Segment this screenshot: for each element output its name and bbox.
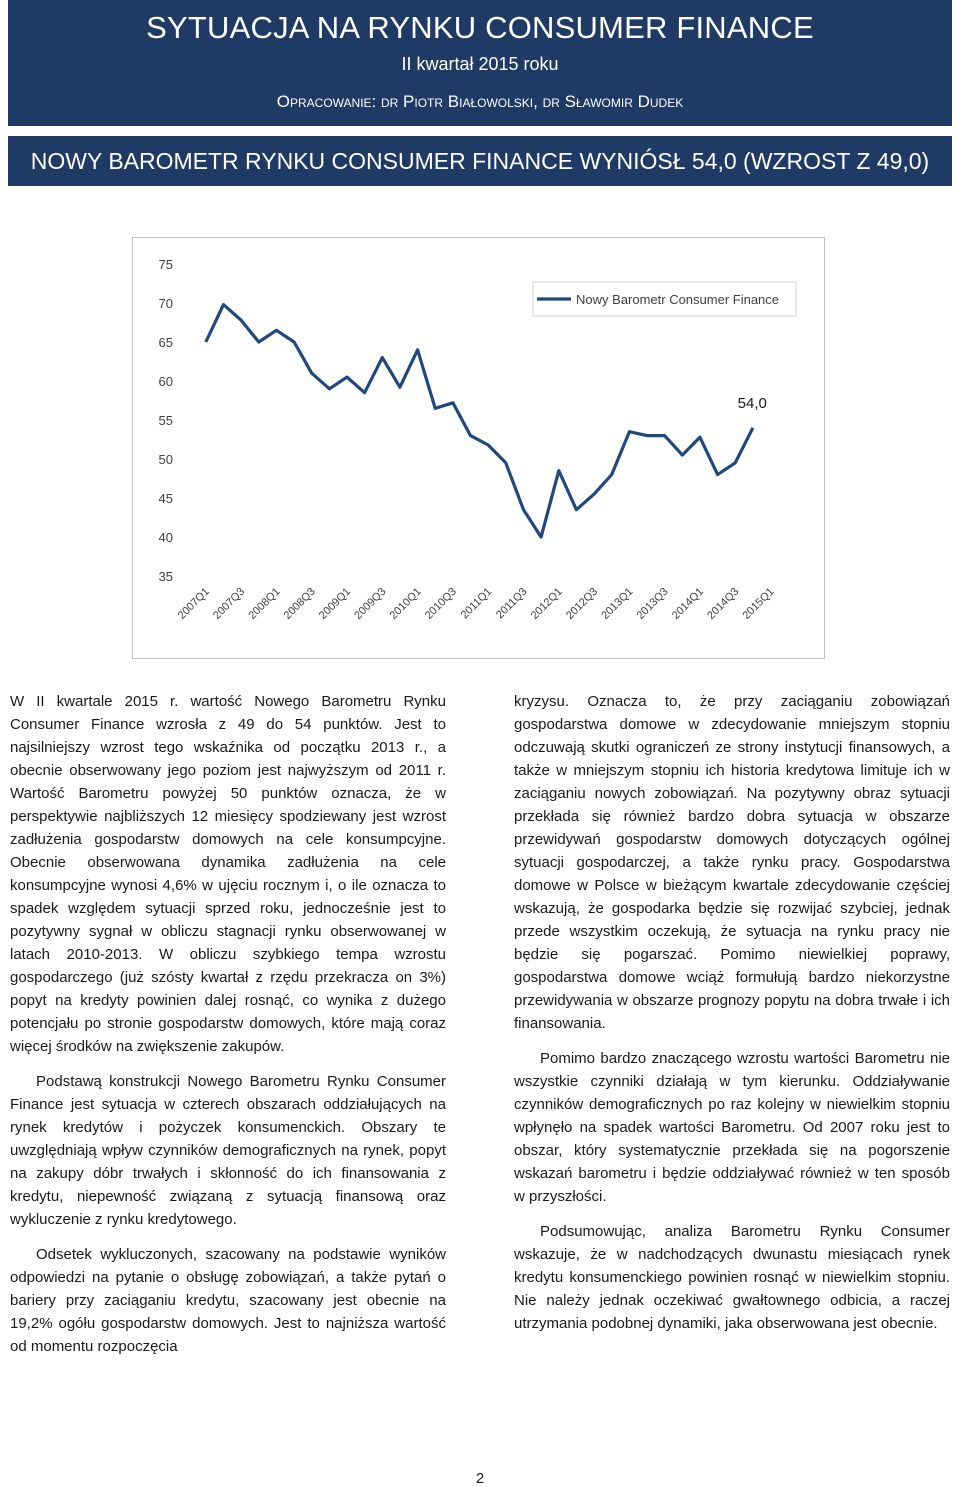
series-line — [206, 305, 753, 537]
x-tick-label: 2014Q1 — [669, 585, 707, 622]
x-tick-label: 2010Q1 — [387, 585, 424, 622]
legend-label: Nowy Barometr Consumer Finance — [576, 292, 780, 307]
text-column-right — [514, 690, 950, 1347]
x-tick-label: 2008Q1 — [246, 585, 283, 622]
x-tick-label: 2014Q3 — [705, 585, 742, 622]
y-tick-label: 75 — [158, 257, 173, 272]
x-tick-label: 2008Q3 — [281, 585, 318, 622]
y-tick-label: 60 — [158, 374, 173, 389]
report-title: SYTUACJA NA RYNKU CONSUMER FINANCE — [146, 10, 814, 45]
last-value-annotation: 54,0 — [737, 394, 767, 412]
x-tick-label: 2011Q3 — [494, 585, 530, 622]
x-tick-label: 2009Q3 — [352, 585, 389, 622]
y-tick-label: 40 — [158, 530, 173, 545]
right-paragraph-2: Pomimo bardzo znaczącego wzrostu wartości Barometru nie wszystkie czynniki działają w tym kierunku. Oddziaływanie czynników demograficznych po raz kolejny w niewielkim stopniu wpłynęło na spadek wartości Barometru. Od 2007 roku jest to obszar, który systematycznie przekłada się na pogorszenie wskazań barometru i będzie oddziaływać również w ten sposób w przyszłości. — [514, 1050, 950, 1205]
y-tick-label: 50 — [158, 452, 173, 467]
report-header — [8, 0, 952, 126]
x-tick-label: 2011Q1 — [458, 585, 495, 622]
x-tick-label: 2010Q3 — [422, 585, 460, 622]
left-paragraph-1: W II kwartale 2015 r. wartość Nowego Barometru Rynku Consumer Finance wzrosła z 49 do 54 punktów. Jest to najsilniejszy wzrost tego wskaźnika od początku 2013 r., a obecnie obserwowany jego poziom jest najwyższym od 2011 r. Wartość Barometru powyżej 50 punktów oznacza, że w perspektywie najbliższych 12 miesięcy spodziewany jest wzrost zadłużenia gospodarstw domowych na cele konsumpcyjne. Obecnie obserwowana dynamika zadłużenia na cele konsumpcyjne wynosi 4,6% w ujęciu rocznym i, o ile oznacza to spadek względem sytuacji sprzed roku, jednocześnie jest to pozytywny sygnał w obliczu stagnacji rynku obserwowanej w latach 2010-2013. W obliczu szybkiego tempa wzrostu gospodarczego (już szósty kwartał z rzędu przekracza on 3%) popyt na kredyty powinien dalej rosnąć, co wynika z dużego potencjału po stronie gospodarstw domowych, które mają coraz więcej środków na zwiększenie zakupów. — [10, 693, 446, 1055]
left-paragraph-2: Podstawą konstrukcji Nowego Barometru Rynku Consumer Finance jest sytuacja w czterech obszarach oddziałujących na rynek kredytów i pożyczek konsumenckich. Obszary te uwzględniają wpływ czynników demograficznych na rynek, popyt na zakupy dóbr trwałych i skłonność do ich finansowania z kredytu, niepewność związaną z sytuacją finansową oraz wykluczenie z rynku kredytowego. — [10, 1073, 446, 1228]
y-tick-label: 55 — [158, 413, 173, 428]
text-column-left — [10, 690, 446, 1370]
report-subtitle: II kwartał 2015 roku — [401, 54, 559, 74]
y-tick-label: 45 — [158, 491, 173, 506]
x-tick-label: 2012Q3 — [564, 585, 601, 622]
x-tick-label: 2009Q1 — [316, 585, 354, 622]
y-tick-label: 65 — [158, 335, 173, 350]
right-paragraph-3: Podsumowując, analiza Barometru Rynku Consumer wskazuje, że w nadchodzących dwunastu miesiącach rynek kredytu konsumenckiego powinien rosnąć w niewielkim stopniu. Nie należy jednak oczekiwać gwałtownego odbicia, a raczej utrzymania podobnej dynamiki, jaka obserwowana jest obecnie. — [514, 1223, 950, 1332]
x-tick-label: 2015Q1 — [740, 585, 777, 622]
x-tick-label: 2013Q1 — [599, 585, 636, 622]
chart-svg — [133, 238, 824, 658]
left-paragraph-3: Odsetek wykluczonych, szacowany na podstawie wyników odpowiedzi na pytanie o obsługę zobowiązań, a także pytań o bariery przy zaciąganiu kredytu, szacowany jest obecnie na 19,2% ogółu gospodarstw domowych. Jest to najniższa wartość od momentu rozpoczęcia — [10, 1246, 446, 1355]
x-tick-label: 2007Q1 — [175, 585, 212, 622]
x-tick-label: 2013Q3 — [634, 585, 671, 622]
y-tick-label: 35 — [158, 569, 173, 584]
y-tick-label: 70 — [158, 296, 173, 311]
x-tick-label: 2012Q1 — [528, 585, 565, 622]
barometer-chart — [132, 237, 825, 659]
right-paragraph-1: kryzysu. Oznacza to, że przy zaciąganiu zobowiązań gospodarstwa domowe w zdecydowanie mniejszym stopniu odczuwają skutki ograniczeń ze strony instytucji finansowych, a także w mniejszym stopniu ich historia kredytowa limituje ich w zaciąganiu nowych zobowiązań. Na pozytywny obraz sytuacji przekłada się również bardzo dobra sytuacja w obszarze przewidywań gospodarstw domowych dotyczących ogólnej sytuacji gospodarczej, a także rynku pracy. Gospodarstwa domowe w Polsce w bieżącym kwartale zdecydowanie częściej wskazują, że gospodarka będzie się rozwijać szybciej, jednak przede wszystkim oczekują, że sytuacja na rynku pracy nie będzie się pogarszać. Pomimo niewielkiej poprawy, gospodarstwa domowe wciąż formułują bardzo niekorzystne przewidywania w obszarze prognozy popytu na dobra trwałe i ich finansowania. — [514, 693, 950, 1032]
headline-text: NOWY BAROMETR RYNKU CONSUMER FINANCE WYNIÓSŁ 54,0 (WZROST Z 49,0) — [30, 148, 930, 174]
x-tick-label: 2007Q3 — [211, 585, 248, 622]
page-number: 2 — [475, 1470, 485, 1487]
report-authors: Opracowanie: dr Piotr Białowolski, dr Sławomir Dudek — [276, 92, 684, 111]
headline-banner — [8, 136, 952, 186]
